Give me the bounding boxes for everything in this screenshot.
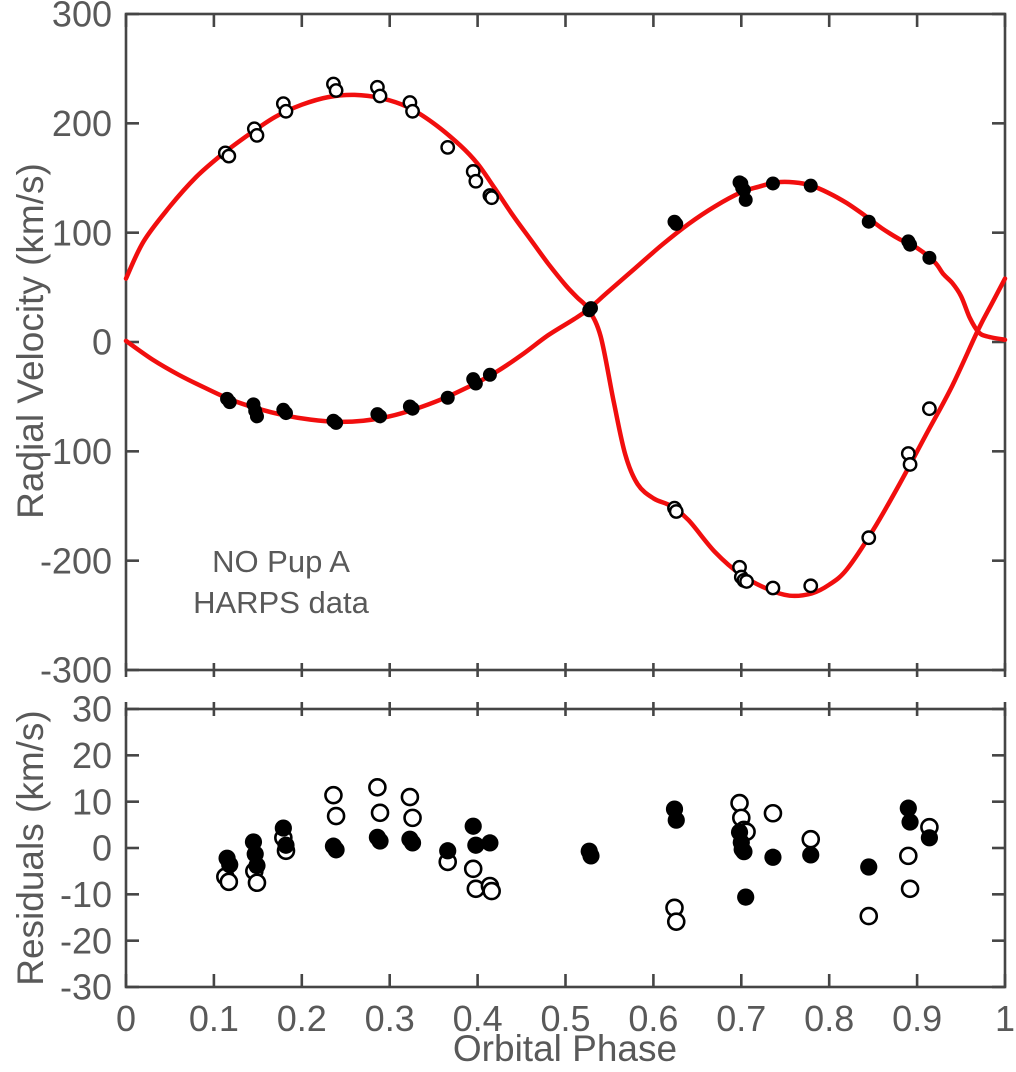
rv-point-filled xyxy=(766,176,780,190)
y-axis-tick-label: 0 xyxy=(91,321,112,363)
x-axis-tick-label: 1 xyxy=(994,998,1016,1039)
y-axis-tick-label: 20 xyxy=(71,734,112,776)
residual-point-filled xyxy=(901,813,918,830)
residual-point-filled xyxy=(668,812,685,829)
x-axis-title: Orbital Phase xyxy=(452,1028,678,1069)
y-axis-tick-label: 300 xyxy=(51,0,112,35)
y-axis-tick-label: 0 xyxy=(91,827,112,869)
rv-point-filled xyxy=(329,416,343,430)
rv-point-filled xyxy=(483,368,497,382)
residual-point-open xyxy=(372,805,388,821)
rv-point-filled xyxy=(279,406,293,420)
y-axis-tick-label: -100 xyxy=(39,430,112,472)
residual-point-filled xyxy=(465,818,482,835)
residual-point-filled xyxy=(921,829,938,846)
rv-point-filled xyxy=(584,301,598,315)
residual-point-filled xyxy=(860,858,877,875)
y-axis-tick-label: 30 xyxy=(71,688,112,730)
rv-point-open xyxy=(863,532,875,544)
residual-point-open xyxy=(732,795,748,811)
y-axis-tick-label: -300 xyxy=(39,649,112,691)
rv-point-open xyxy=(670,505,682,517)
x-axis-tick-label: 0.8 xyxy=(804,998,855,1039)
y-axis-tick-label: 100 xyxy=(51,212,112,254)
y-axis-tick-label: -200 xyxy=(39,540,112,582)
residual-point-filled xyxy=(735,843,752,860)
x-axis-tick-label: 0.2 xyxy=(276,998,327,1039)
rv-axis-title: Radial Velocity (km/s) xyxy=(10,163,51,519)
residual-point-filled xyxy=(221,856,238,873)
rv-point-open xyxy=(330,84,342,96)
residual-point-open xyxy=(861,908,877,924)
rv-point-open xyxy=(485,191,497,203)
rv-point-open xyxy=(740,575,752,587)
x-axis-tick-label: 0.1 xyxy=(188,998,239,1039)
rv-point-open xyxy=(767,582,779,594)
annotation-line2: HARPS data xyxy=(193,585,369,620)
rv-point-filled xyxy=(441,391,455,405)
residual-point-filled xyxy=(481,834,498,851)
residual-point-filled xyxy=(404,834,421,851)
rv-point-filled xyxy=(922,251,936,265)
rv-point-filled xyxy=(406,402,420,416)
residual-point-open xyxy=(902,881,918,897)
residual-point-open xyxy=(484,883,500,899)
rv-point-filled xyxy=(669,217,683,231)
residual-point-filled xyxy=(327,841,344,858)
rv-point-open xyxy=(251,129,263,141)
x-axis-tick-label: 0.5 xyxy=(540,998,591,1039)
residual-point-filled xyxy=(439,842,456,859)
residuals-axis-title: Residuals (km/s) xyxy=(10,710,51,986)
rv-point-filled xyxy=(250,409,264,423)
annotation xyxy=(161,541,401,623)
model-curve-primary xyxy=(126,95,1005,596)
residual-point-open xyxy=(765,805,781,821)
rv-point-open xyxy=(904,458,916,470)
residual-point-filled xyxy=(277,837,294,854)
residual-point-open xyxy=(328,808,344,824)
residual-point-filled xyxy=(275,819,292,836)
rv-point-open xyxy=(923,402,935,414)
residual-point-filled xyxy=(248,857,265,874)
residual-point-filled xyxy=(802,846,819,863)
residual-point-filled xyxy=(582,847,599,864)
rv-point-open xyxy=(223,150,235,162)
residual-point-open xyxy=(221,874,237,890)
rv-point-filled xyxy=(739,193,753,207)
residual-point-open xyxy=(405,810,421,826)
residual-point-open xyxy=(900,848,916,864)
rv-point-open xyxy=(406,105,418,117)
y-axis-tick-label: 200 xyxy=(51,102,112,144)
y-axis-tick-label: -30 xyxy=(59,966,112,1008)
y-axis-tick-label: 10 xyxy=(71,781,112,823)
rv-point-open xyxy=(280,105,292,117)
residual-point-filled xyxy=(737,889,754,906)
residual-point-open xyxy=(803,831,819,847)
residual-point-open xyxy=(668,914,684,930)
annotation-line1: NO Pup A xyxy=(212,544,350,579)
x-axis-tick-label: 0 xyxy=(115,998,137,1039)
residual-point-open xyxy=(249,875,265,891)
rv-point-filled xyxy=(373,409,387,423)
residual-point-open xyxy=(325,787,341,803)
residual-point-filled xyxy=(371,832,388,849)
residual-point-open xyxy=(465,861,481,877)
rv-point-open xyxy=(805,580,817,592)
residual-point-open xyxy=(402,789,418,805)
x-axis-tick-label: 0.6 xyxy=(628,998,679,1039)
rv-point-filled xyxy=(223,395,237,409)
rv-point-filled xyxy=(903,238,917,252)
residual-point-filled xyxy=(764,849,781,866)
rv-point-open xyxy=(374,90,386,102)
rv-point-filled xyxy=(862,215,876,229)
rv-point-open xyxy=(442,141,454,153)
x-axis-tick-label: 0.3 xyxy=(364,998,415,1039)
x-axis-tick-label: 0.7 xyxy=(716,998,767,1039)
x-axis-tick-label: 0.9 xyxy=(892,998,943,1039)
rv-point-filled xyxy=(469,377,483,391)
rv-point-open xyxy=(470,175,482,187)
x-axis-tick-label: 0.4 xyxy=(452,998,503,1039)
y-axis-tick-label: -20 xyxy=(59,920,112,962)
y-axis-tick-label: -10 xyxy=(59,873,112,915)
rv-point-filled xyxy=(804,179,818,193)
residual-point-open xyxy=(369,779,385,795)
